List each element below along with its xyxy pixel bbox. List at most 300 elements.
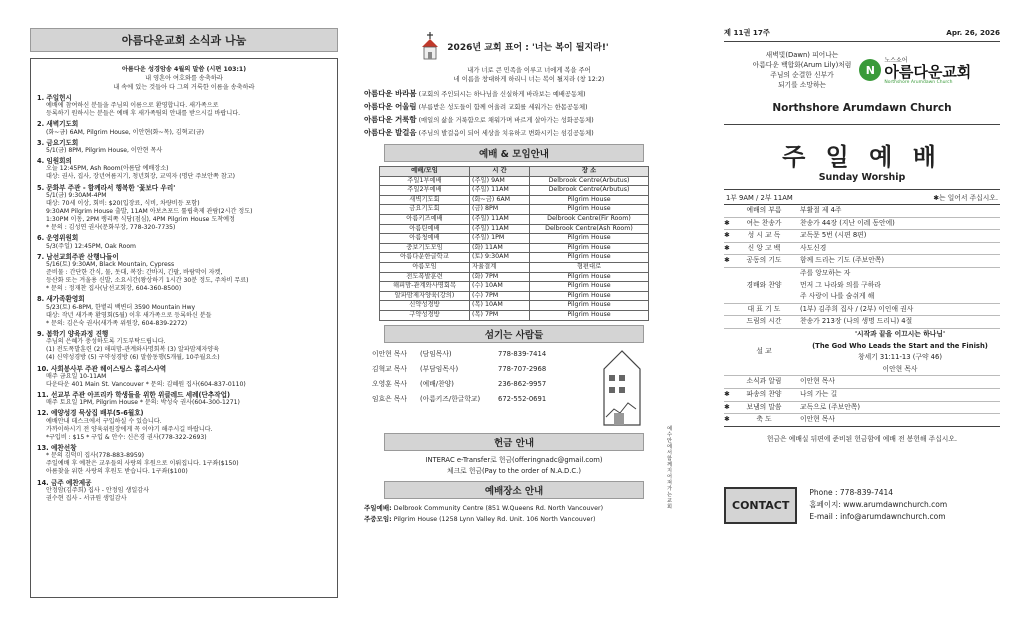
vision-key: 아름다운 발걸음 — [364, 128, 417, 137]
news-item — [37, 184, 331, 233]
schedule-cell: (수) 7PM — [470, 291, 530, 301]
news-item — [37, 479, 331, 503]
news-item-line: 안정암(김주희) 집사 - 안정임 생일감사 — [46, 486, 150, 494]
news-item-title: 11. 선교부 주관 아프리카 학생들을 위한 위클레드 세례(단추작업) — [37, 391, 231, 400]
order-line: 창세기 31:11-13 (구약 46) — [858, 353, 942, 362]
order-value — [794, 268, 1000, 303]
schedule-cell: 아름청예배 — [380, 234, 470, 244]
vision-key: 아름다운 어울림 — [364, 102, 417, 111]
order-row — [724, 205, 1000, 218]
stamp-text: 예수 안에서 함께 지어져 가는 교회 — [667, 426, 673, 510]
news-item-line: 예배안내 데스크에서 구입하실 수 있습니다. — [46, 417, 162, 425]
order-key-cell — [724, 376, 794, 388]
staff-row — [372, 377, 546, 392]
news-item — [37, 139, 331, 155]
news-item-title: 9. 봄학기 양육과정 진행 — [37, 330, 109, 339]
order-line: 교독으로 (주보안쪽) — [800, 402, 860, 411]
news-item-line: *구입비 : $15 * 구입 & 안수: 신은경 권사(778-322-2693) — [46, 433, 207, 441]
schedule-cell: 아름다운한글학교 — [380, 253, 470, 263]
offering-line: 체크로 헌금(Pay to the order of N.A.D.C.) — [447, 466, 581, 475]
schedule-row — [380, 195, 649, 205]
news-item-line: 등산화 또는 겨울용 신발, 소요시간(왕상하기 1시간 30분 정도, 주차비 무료) — [46, 277, 249, 285]
intro — [724, 50, 1000, 90]
vision-item — [364, 101, 664, 114]
issue-number: 제 11권 17주 — [724, 28, 770, 37]
order-row — [724, 414, 1000, 426]
news-item-title: 7. 남선교회주관 산행나들이 — [37, 252, 119, 261]
news-item-line: 매주 토요일 1PM, Pilgrim House * 문의: 박성숙 권사(604-300-1271) — [46, 399, 240, 407]
schedule-row — [380, 310, 649, 320]
logo-mark: N — [859, 59, 881, 81]
venue-sunday — [364, 503, 664, 514]
schedule-cell: Delbrook Centre(Ash Room) — [530, 224, 649, 234]
news-item-line: 등록하기 원하시는 분들은 예배 후 새가족팀의 안내를 받으시길 바랍니다. — [46, 110, 241, 118]
schedule-header: 장 소 — [530, 167, 649, 177]
venue-text: Delbrook Community Centre (851 W.Queens Rd. North Vancouver) — [393, 504, 604, 512]
order-row — [724, 218, 1000, 231]
order-row — [724, 304, 1000, 317]
info-column — [364, 28, 673, 525]
church-theme — [364, 32, 664, 60]
news-item-line: 가까이하시기 전 양육위원장에게 꼭 이야기 해주시길 바랍니다. — [46, 425, 213, 433]
order-row — [724, 402, 1000, 415]
church-icon — [419, 32, 441, 60]
news-item — [37, 330, 331, 362]
news-item — [37, 365, 331, 389]
order-line: 교독문 5번 (시편 8편) — [800, 231, 867, 240]
schedule-cell: 전도폭발훈련 — [380, 272, 470, 282]
order-line: 찬송가 44장 (지난 이레 동안에) — [800, 218, 895, 227]
order-key: 설 교 — [756, 347, 772, 356]
order-row — [724, 376, 1000, 389]
schedule-cell: 아름모임 — [380, 262, 470, 272]
schedule-row — [380, 253, 649, 263]
church-name-english: Northshore Arumdawn Church — [724, 102, 1000, 125]
vision-desc: (부름받은 성도들이 함께 어울려 교회를 세워가는 한몸공동체) — [418, 104, 588, 111]
intro-line: 새벽빛(Dawn) 피어나는 — [765, 51, 839, 59]
vision-desc: (교회의 주인되시는 하나님을 신실하게 바라보는 예배공동체) — [418, 91, 586, 98]
order-key: 축 도 — [756, 415, 772, 424]
stand-star: ✱ — [724, 231, 730, 240]
news-item-line: (1) 전도폭발훈련 (2) 해피맘-관계와사명회복 (3) 알파맘제자양육 — [46, 346, 220, 354]
contact-email[interactable]: E-mail : info@arumdawnchurch.com — [809, 512, 946, 522]
worship-title: 주 일 예 배 — [782, 143, 942, 171]
memory-verse — [37, 65, 331, 92]
news-item — [37, 94, 331, 118]
news-item — [37, 444, 331, 476]
schedule-table — [379, 166, 649, 321]
contact-website[interactable]: 홈페이지: www.arumdawnchurch.com — [809, 500, 948, 510]
schedule-cell: (주일) 9AM — [470, 176, 530, 186]
stand-star — [724, 304, 734, 316]
schedule-row — [380, 224, 649, 234]
schedule-cell: 자율결계 — [470, 262, 530, 272]
order-value — [794, 205, 1000, 217]
news-item-title: 1. 주일헌시 — [37, 94, 72, 102]
order-key: 보냄의 말씀 — [746, 402, 782, 411]
schedule-cell: 구약성경방 — [380, 310, 470, 320]
news-item-line: 5/1(금) 9:30AM-4PM — [46, 191, 107, 199]
order-line: 이안현 목사 — [800, 377, 835, 386]
order-value — [794, 230, 1000, 242]
order-line: (1부) 김주희 집사 / (2부) 이인애 권사 — [800, 304, 914, 313]
order-key: 드림의 시간 — [746, 317, 782, 326]
news-item-line: 대상: 70세 이상, 회비: $20(입장료, 식비, 차량비등 포함) — [46, 199, 200, 207]
schedule-cell: Pilgrim House — [530, 205, 649, 215]
staff-phone: 236-862-9957 — [498, 379, 547, 388]
news-box — [30, 58, 338, 598]
order-key-cell — [724, 255, 794, 267]
order-row — [724, 329, 1000, 376]
schedule-cell: (주일) 11AM — [470, 186, 530, 196]
stand-note: ✱는 일어서 주십시오. — [933, 194, 998, 202]
news-item-title: 8. 새가족환영회 — [37, 295, 85, 304]
order-key-cell — [724, 218, 794, 230]
order-line: 함께 드리는 기도 (주보안쪽) — [800, 256, 885, 265]
order-key-cell — [724, 329, 794, 375]
vision-item — [364, 127, 664, 140]
verse-line: 내 영혼아 여호와를 송축하라 — [145, 75, 223, 82]
schedule-cell: Pilgrim House — [530, 282, 649, 292]
schedule-row — [380, 282, 649, 292]
news-item-title: 10. 사회봉사부 주관 헤이스팅스 홈리스사역 — [37, 364, 167, 373]
order-line: '시작과 끝을 이끄시는 하나님' — [854, 329, 946, 338]
schedule-cell: Pilgrim House — [530, 234, 649, 244]
schedule-cell: 금요기도회 — [380, 205, 470, 215]
schedule-row — [380, 176, 649, 186]
order-line: 부활절 제 4주 — [800, 206, 842, 214]
staff-role: (예배/찬양) — [420, 379, 454, 388]
venue-label: 주일예배: — [364, 503, 392, 512]
news-item-title: 6. 운영위원회 — [37, 234, 79, 243]
schedule-row — [380, 272, 649, 282]
service-times: 1부 9AM / 2부 11AM — [726, 194, 793, 202]
staff-phone: 778-707-2968 — [498, 364, 547, 373]
order-key-cell — [724, 402, 794, 414]
contact-phone: Phone : 778-839-7414 — [809, 488, 894, 498]
schedule-cell: Pilgrim House — [530, 301, 649, 311]
news-item-line: 아름찾을 위한 사랑의 후원도 받습니다. 1구좌($100) — [46, 468, 188, 476]
staff-row — [372, 362, 546, 377]
schedule-cell: (목) 7PM — [470, 310, 530, 320]
order-value — [794, 218, 1000, 230]
order-row — [724, 268, 1000, 304]
news-item-line: * 문의: 김은숙 권사(새가족 위원장, 604-839-2272) — [46, 319, 188, 327]
order-key-cell — [724, 243, 794, 255]
staff-title: 섬기는 사람들 — [384, 325, 644, 343]
schedule-cell: 형편대로 — [530, 262, 649, 272]
news-item — [37, 253, 331, 293]
news-item-line: 오늘 12:45PM, Ash Room(아름답 예배장소) — [46, 165, 169, 173]
order-key-cell — [724, 304, 794, 316]
vision-item — [364, 88, 664, 101]
schedule-cell: (수) 10AM — [470, 282, 530, 292]
schedule-row — [380, 301, 649, 311]
schedule-cell: 아름키즈예배 — [380, 214, 470, 224]
theme-verse — [394, 66, 664, 84]
schedule-row — [380, 214, 649, 224]
schedule-row — [380, 291, 649, 301]
schedule-cell: (화~금) 6AM — [470, 195, 530, 205]
intro-line: 되기를 소망하는 — [777, 81, 827, 89]
order-value — [794, 304, 1000, 316]
order-key-cell — [724, 414, 794, 426]
news-item-line: 5/16(토) 9:30AM, Black Mountain, Cypress — [46, 260, 175, 268]
news-item-title: 12. 예양성경 묵상집 배부(5-6월호) — [37, 409, 144, 418]
intro-line: 주님의 순결한 신부가 — [770, 71, 834, 79]
news-item-title: 2. 새벽기도회 — [37, 120, 79, 129]
schedule-title: 예배 & 모임안내 — [384, 144, 644, 162]
church-stamp-icon — [600, 347, 664, 429]
logo-name: 아름다운교회 — [884, 63, 972, 81]
order-row — [724, 255, 1000, 268]
staff-phone: 672-552-0691 — [498, 394, 547, 403]
order-key: 예배의 부름 — [746, 206, 782, 214]
stand-star — [724, 376, 734, 388]
news-item-line: 다운타운 401 Main St. Vancouver * 문의: 김혜원 집사(604-837-0110) — [46, 380, 246, 388]
vision-item — [364, 114, 664, 127]
schedule-cell: Pilgrim House — [530, 310, 649, 320]
order-line: 주 사랑이 나를 숨쉬게 해 — [800, 292, 875, 301]
order-line: 이안현 목사 — [882, 364, 918, 373]
schedule-cell: Delbrook Centre(Arbutus) — [530, 176, 649, 186]
staff-name: 오영훈 목사 — [372, 379, 407, 388]
schedule-cell: 새벽기도회 — [380, 195, 470, 205]
venue-info — [364, 503, 664, 525]
schedule-cell: 알파맘제자양육(강의) — [380, 291, 470, 301]
staff-name: 김혁교 목사 — [372, 364, 407, 373]
news-item-line: (4) 신약성경방 (5) 구약성경방 (6) 말씀동행(5개월, 10주월요소) — [46, 354, 220, 362]
order-key: 소식과 알림 — [746, 377, 782, 386]
verse-title: 아름다운 성경암송 4월의 말씀 (시편 103:1) — [121, 66, 247, 73]
cover-column — [724, 28, 1000, 524]
service-times-row — [724, 190, 1000, 205]
contact-label: CONTACT — [724, 487, 797, 524]
schedule-cell: Delbrook Centre(Fir Room) — [530, 214, 649, 224]
order-rows — [724, 205, 1000, 426]
order-key: 여는 찬송가 — [746, 218, 782, 227]
news-item — [37, 295, 331, 327]
staff-row — [372, 347, 546, 362]
issue-header — [724, 28, 1000, 42]
schedule-row — [380, 243, 649, 253]
news-item-line: 예배에 참여하신 분들을 주님의 이름으로 환영합니다. 새가족으로 — [46, 102, 219, 110]
order-line: 이안현 목사 — [800, 415, 835, 424]
schedule-cell: 주일1부예배 — [380, 176, 470, 186]
vision-desc: (주님의 발걸음이 되어 세상을 치유하고 변화시키는 섬김공동체) — [418, 130, 594, 137]
logo-top: 노스쇼어 — [884, 57, 908, 64]
stand-star: ✱ — [724, 256, 730, 265]
news-item — [37, 120, 331, 136]
order-key: 파송의 찬양 — [746, 389, 782, 398]
order-value — [794, 255, 1000, 267]
news-item-title: 5. 문화부 주관 - 함께라서 행복한 '꽃보다 우리' — [37, 183, 176, 192]
order-line: 먼저 그 나라와 의를 구하라 — [800, 280, 881, 289]
schedule-header-row — [380, 167, 649, 177]
news-list — [37, 94, 331, 503]
order-row — [724, 243, 1000, 256]
order-value — [794, 402, 1000, 414]
order-line: 찬송가 213장 (나의 생명 드리니) 4절 — [800, 317, 913, 326]
news-item — [37, 391, 331, 407]
order-line: (The God Who Leads the Start and the Finish) — [812, 341, 988, 350]
schedule-cell: 해피맘-관계와사명회복 — [380, 282, 470, 292]
church-logo — [859, 55, 971, 85]
staff-phone: 778-839-7414 — [498, 349, 547, 358]
vision-desc: (매일의 삶을 거룩함으로 채워가며 바르게 살아가는 성화공동체) — [418, 117, 594, 124]
venue-weekday — [364, 514, 664, 525]
order-key: 경배와 찬양 — [746, 280, 782, 289]
stand-star: ✱ — [724, 389, 730, 398]
schedule-cell: (주일) 11AM — [470, 214, 530, 224]
order-value — [794, 389, 1000, 401]
venue-text: Pilgrim House (1258 Lynn Valley Rd. Unit. 106 North Vancouver) — [393, 515, 596, 523]
news-item-line: * 문의 : 정재찬 집사(남선교회장, 604-360-8500) — [46, 285, 182, 293]
order-key: 신 앙 고 백 — [747, 243, 781, 252]
news-item-title: 4. 임원회의 — [37, 157, 72, 166]
order-value — [794, 243, 1000, 255]
order-row — [724, 316, 1000, 329]
vision-key: 아름다운 바라봄 — [364, 89, 417, 98]
schedule-cell: Pilgrim House — [530, 253, 649, 263]
schedule-cell: 신약성경방 — [380, 301, 470, 311]
news-item-line: 9:30AM Pilgrim House 출발, 11AM 아보츠포드 튤립축제 관람(2시간 정도) — [46, 207, 253, 215]
order-value — [794, 414, 1000, 426]
staff-list — [372, 347, 546, 429]
order-value — [794, 329, 1000, 375]
stand-star: ✱ — [724, 243, 730, 252]
schedule-cell: (금) 8PM — [470, 205, 530, 215]
news-item-line: 5/23(토) 6-8PM, 한볕리 백변더 3590 Mountain Hwy — [46, 303, 196, 311]
schedule-row — [380, 205, 649, 215]
offering-note: 헌금은 예배실 뒤편에 준비된 헌금함에 예배 전 봉헌해 주십시오. — [766, 434, 958, 443]
intro-text — [753, 50, 852, 90]
order-key-cell — [724, 389, 794, 401]
contact-info — [809, 487, 947, 523]
schedule-cell: (주일) 1PM — [470, 234, 530, 244]
news-item-line: * 문의 : 김성연 권사(문화부장, 778-320-7735) — [46, 224, 176, 232]
news-item-line: 5/1(금) 8PM, Pilgrim House, 이안현 목사 — [46, 146, 163, 154]
logo-small: Northshore Arumdawn Church — [884, 80, 953, 85]
schedule-body — [380, 176, 649, 320]
order-row — [724, 230, 1000, 243]
offering-title: 헌금 안내 — [384, 433, 644, 451]
news-item-line: 1:30PM 이동, 2PM 랭리쪽 식당(점심), 4PM Pilgrim House 도착예정 — [46, 216, 235, 224]
news-item-title: 14. 금주 예찬제공 — [37, 478, 92, 487]
verse-line: 내 속에 있는 것들아 다 그의 거룩한 이름을 송축하라 — [113, 84, 255, 91]
order-key: 공동의 기도 — [746, 256, 782, 265]
offering-line: INTERAC e-Transfer로 헌금(offeringnadc@gmail.com) — [425, 455, 603, 464]
news-item-line: 주님의 은혜가 충성하도록 기도부탁드립니다. — [46, 338, 166, 346]
schedule-cell: (목) 10AM — [470, 301, 530, 311]
stand-star: ✱ — [724, 402, 730, 411]
worship-order — [724, 189, 1000, 427]
order-line: 나의 가는 길 — [800, 389, 838, 398]
schedule-header: 시 간 — [470, 167, 530, 177]
intro-line: 아름다운 백합화(Arum Lily)처럼 — [752, 61, 852, 69]
staff-role: (아름키즈/한글학교) — [420, 394, 481, 403]
schedule-cell: Pilgrim House — [530, 243, 649, 253]
order-key-cell — [724, 316, 794, 328]
stand-star: ✱ — [724, 415, 730, 424]
schedule-cell: Pilgrim House — [530, 272, 649, 282]
schedule-cell: Pilgrim House — [530, 195, 649, 205]
order-key-cell — [724, 230, 794, 242]
issue-date: Apr. 26, 2026 — [946, 28, 1000, 37]
vision-key: 아름다운 거룩함 — [364, 115, 417, 124]
news-item-line: 매주 금요일 10-11AM — [46, 372, 107, 380]
worship-subtitle: Sunday Worship — [818, 172, 906, 183]
news-item-title: 3. 금요기도회 — [37, 138, 79, 147]
theme-verse-line: 네 이름을 창대하게 하리니 너는 복이 될지라 (창 12:2) — [453, 76, 605, 83]
order-key: 대 표 기 도 — [747, 304, 781, 313]
news-item-line: 권수현 집사 - 서규원 생일감사 — [46, 494, 127, 502]
theme-verse-line: 내가 너로 큰 민족을 이루고 너에게 복을 주어 — [467, 67, 591, 74]
schedule-cell: (화) 11AM — [470, 243, 530, 253]
news-item — [37, 234, 331, 250]
news-title: 아름다운교회 소식과 나눔 — [30, 28, 338, 52]
logo-text — [884, 55, 971, 85]
schedule-cell: 아름틴예배 — [380, 224, 470, 234]
order-key-cell — [724, 205, 794, 217]
theme-title: 2026년 교회 표어 : '너는 복이 될지라!' — [447, 42, 609, 53]
staff-row — [372, 392, 546, 407]
news-item-line: 대상: 작년 새가족 환영회(5월) 이후 새가족으로 등록하신 분들 — [46, 311, 212, 319]
order-value — [794, 316, 1000, 328]
news-item-title: 13. 예찬선창 — [37, 444, 77, 452]
schedule-cell: 중보기도모임 — [380, 243, 470, 253]
staff-name: 임효은 목사 — [372, 394, 407, 403]
vision-list — [364, 88, 664, 140]
news-item-line: 준비물 : 간단한 간식, 물, 돗대, 복장: 간바지, 긴팔, 바람막이 자켓, — [46, 269, 223, 276]
schedule-cell: (화) 7PM — [470, 272, 530, 282]
schedule-cell: Delbrook Centre(Arbutus) — [530, 186, 649, 196]
order-row — [724, 389, 1000, 402]
schedule-cell: (토) 9:30AM — [470, 253, 530, 263]
stand-star — [724, 205, 734, 217]
schedule-row — [380, 234, 649, 244]
staff-name: 이안현 목사 — [372, 349, 407, 358]
venue-label: 주중모임: — [364, 514, 392, 523]
schedule-row — [380, 186, 649, 196]
news-column — [30, 28, 338, 598]
stand-star: ✱ — [724, 218, 730, 227]
staff-role: (담임목사) — [420, 349, 452, 358]
schedule-cell: (주일) 11AM — [470, 224, 530, 234]
news-item — [37, 157, 331, 181]
news-item-line: 5/3(주일) 12:45PM, Oak Room — [46, 242, 136, 250]
staff-role: (부담임목사) — [420, 364, 459, 373]
order-line: 사도신경 — [800, 243, 827, 252]
news-item — [37, 409, 331, 441]
order-key-cell — [724, 268, 794, 303]
schedule-cell: 주일2부예배 — [380, 186, 470, 196]
news-item-line: * 문의 김덕미 집사(778-883-8959) — [46, 452, 144, 460]
news-item-line: 대상: 권사, 집사, 장년여름지기, 청년회장, 교역자 (명단 주보안쪽 참고) — [46, 173, 235, 181]
news-item-line: (화~금) 6AM, Pilgrim House, 이안현(화~목), 김혁교(금) — [46, 128, 205, 136]
contact — [724, 487, 1000, 524]
schedule-header: 예배/모임 — [380, 167, 470, 177]
order-value — [794, 376, 1000, 388]
stand-star — [724, 316, 734, 328]
news-item-line: 주일예배 후 예찬은 교우들의 사랑의 후원으로 이뤄집니다. 1구좌($150) — [46, 460, 239, 468]
schedule-cell: Pilgrim House — [530, 291, 649, 301]
order-line: 주를 앙모하는 자 — [800, 268, 851, 277]
order-key: 성 시 교 독 — [747, 231, 781, 240]
schedule-row — [380, 262, 649, 272]
offering-info — [364, 455, 664, 477]
venue-title: 예배장소 안내 — [384, 481, 644, 499]
